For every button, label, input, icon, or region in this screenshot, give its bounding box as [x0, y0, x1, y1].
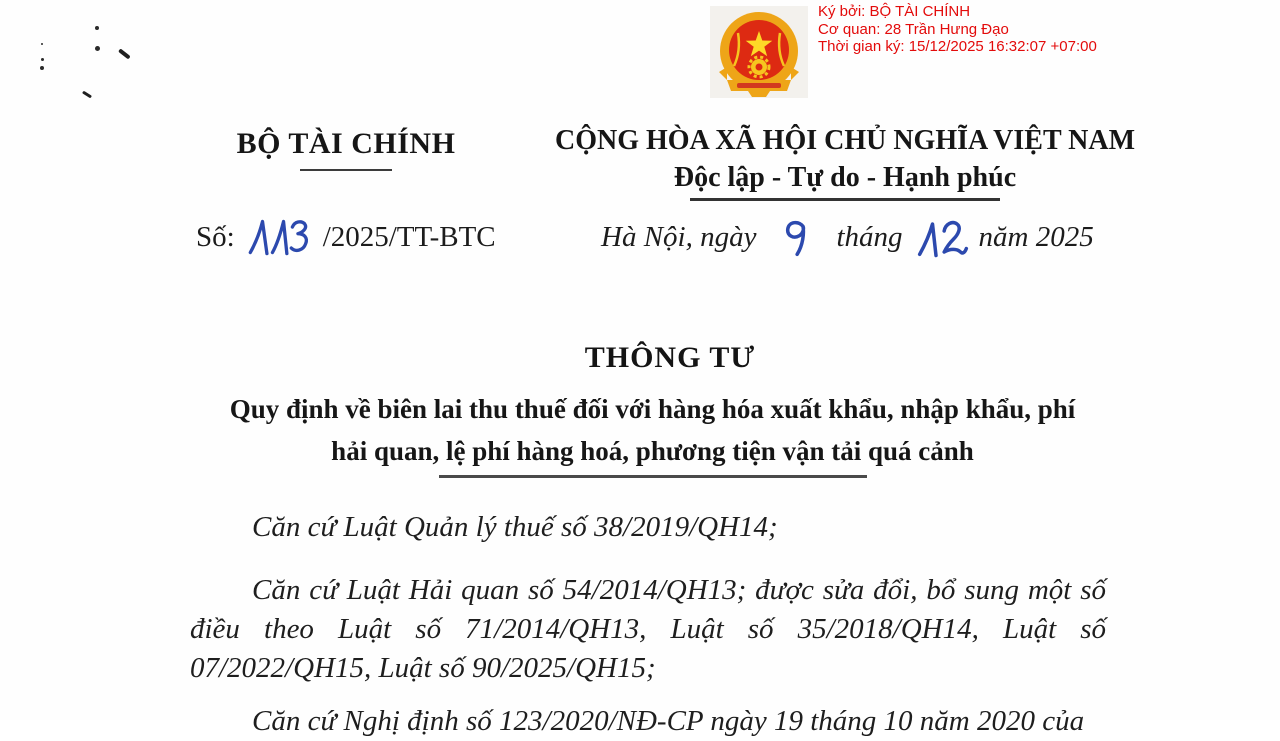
scan-speck — [41, 43, 43, 45]
handwritten-month — [917, 217, 969, 267]
document-number-line — [196, 221, 496, 267]
scan-speck — [82, 91, 92, 99]
date-mid: tháng — [836, 221, 903, 253]
date-suffix: năm 2025 — [978, 221, 1094, 253]
body-line: Căn cứ Nghị định số 123/2020/NĐ-CP ngày 19 tháng 10 năm 2020 của — [252, 705, 1085, 737]
date-prefix: Hà Nội, ngày — [601, 221, 757, 253]
body-line: Căn cứ Luật Quản lý thuế số 38/2019/QH14; — [252, 511, 778, 543]
scan-speck — [118, 48, 130, 59]
place-date-line — [601, 221, 1094, 267]
subject-line-1: Quy định về biên lai thu thuế đối với hàng hóa xuất khẩu, nhập khẩu, phí — [229, 394, 1076, 424]
scan-speck — [41, 58, 44, 61]
subject-line-2: hải quan, lệ phí hàng hoá, phương tiện vận tải quá cảnh — [331, 436, 974, 466]
scan-speck — [40, 66, 44, 70]
paragraph-can-cu-luat-hai-quan — [190, 571, 1106, 688]
document-subject — [180, 388, 1125, 478]
number-label: Số: — [196, 221, 235, 253]
document-body — [190, 508, 1106, 741]
handwritten-day — [782, 217, 810, 267]
handwritten-number — [247, 215, 309, 267]
issuer-underline — [300, 169, 392, 171]
subject-underline — [439, 475, 867, 478]
digital-signature-stamp — [818, 3, 1097, 56]
signature-agency: Cơ quan: 28 Trần Hưng Đạo — [818, 20, 1009, 38]
issuer-block — [196, 127, 496, 171]
paragraph-can-cu-luat-quan-ly-thue — [190, 508, 1106, 547]
scan-speck — [95, 26, 99, 30]
motto-underline — [690, 198, 1000, 201]
issuer-name: BỘ TÀI CHÍNH — [236, 127, 456, 160]
scan-speck — [95, 46, 100, 51]
document-type-title: THÔNG TƯ — [584, 341, 756, 374]
body-line: điều theo Luật số 71/2014/QH13, Luật số 35/2018/QH14, Luật số — [190, 613, 1106, 645]
signature-signer: Ký bởi: BỘ TÀI CHÍNH — [818, 3, 971, 20]
signature-time: Thời gian ký: 15/12/2025 16:32:07 +07:00 — [818, 38, 1097, 55]
number-suffix: /2025/TT-BTC — [322, 221, 496, 253]
body-line: 07/2022/QH15, Luật số 90/2025/QH15; — [190, 652, 656, 684]
national-header-block — [545, 125, 1145, 201]
body-line: Căn cứ Luật Hải quan số 54/2014/QH13; được sửa đổi, bổ sung một số — [252, 574, 1106, 606]
paragraph-can-cu-nghi-dinh — [190, 702, 1106, 741]
republic-name: CỘNG HÒA XÃ HỘI CHỦ NGHĨA VIỆT NAM — [554, 125, 1136, 156]
vietnam-national-emblem-icon — [710, 6, 808, 98]
national-motto: Độc lập - Tự do - Hạnh phúc — [673, 162, 1017, 193]
